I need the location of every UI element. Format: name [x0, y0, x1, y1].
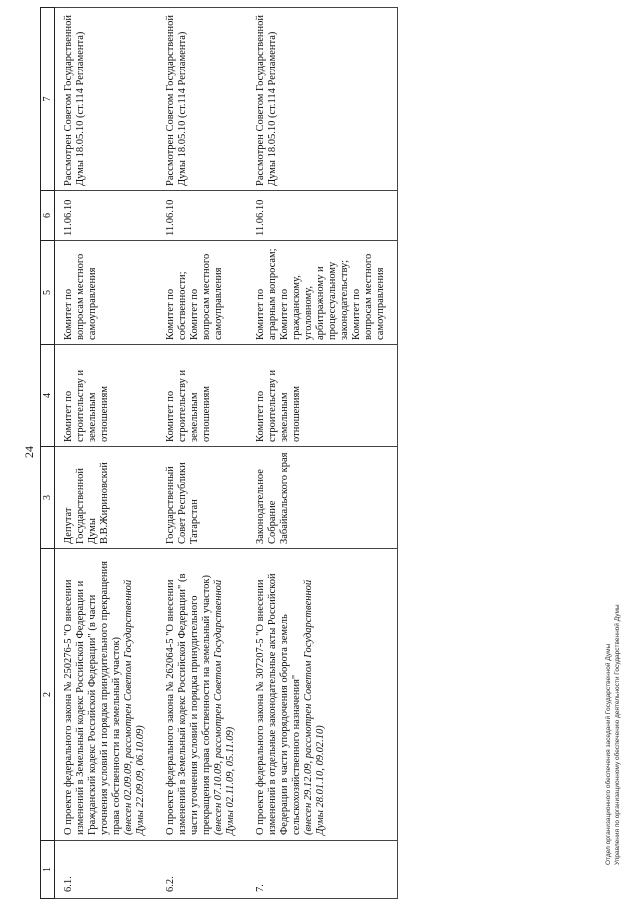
co-executors: Комитет по вопросам местного самоуправления: [55, 241, 158, 345]
column-number-row: [41, 8, 55, 899]
page-footer: [604, 604, 622, 865]
bill-detail: (внесен 29.12.09, рассмотрен Советом Государственной Думы 28.01.10, 09.02.10): [303, 579, 326, 835]
note: Рассмотрен Советом Государственной Думы 18.05.10 (ст.114 Регламента): [247, 8, 398, 191]
bill-title: О проекте федерального закона № 307207-5 "О внесении изменений в отдельные законодательные акты Российской Федерации в части упорядочения оборота земель сельскохозяйственного назначения": [255, 573, 302, 835]
bills-table: [40, 7, 398, 899]
table-row: [247, 8, 398, 899]
deadline-date: 11.06.10: [157, 191, 247, 241]
bill-title: О проекте федерального закона № 262064-5 "О внесении изменений в Земельный кодекс Российской Федерации" (в части уточнения условий и порядка принудительного прекращения права собственности на земельный участок): [165, 573, 212, 835]
co-executors: Комитет по собственности; Комитет по вопросам местного самоуправления: [157, 241, 247, 345]
bill-description: [157, 549, 247, 841]
bill-detail: (внесен 02.09.09, рассмотрен Советом Государственной Думы 22.09.09, 06.10.09): [123, 579, 146, 835]
column-number: 6: [41, 191, 55, 241]
note: Рассмотрен Советом Государственной Думы 18.05.10 (ст.114 Регламента): [157, 8, 247, 191]
footer-line: Отдел организационного обеспечения заседаний Государственной Думы: [605, 643, 612, 865]
item-number: 7.: [247, 841, 398, 899]
bill-description: [55, 549, 158, 841]
column-number: 4: [41, 345, 55, 447]
initiator: Государственный Совет Республики Татарстан: [157, 447, 247, 549]
column-number: 5: [41, 241, 55, 345]
responsible-committee: Комитет по строительству и земельным отношениям: [247, 345, 398, 447]
column-number: 2: [41, 549, 55, 841]
page-number: 24: [22, 446, 36, 458]
bill-description: [247, 549, 398, 841]
table-row: [55, 8, 158, 899]
bill-detail: (внесен 07.10.09, рассмотрен Советом Государственной Думы 02.11.09, 05.11.09): [213, 579, 236, 835]
column-number: 7: [41, 8, 55, 191]
deadline-date: 11.06.10: [55, 191, 158, 241]
initiator: Депутат Государственной Думы В.В.Жириновский: [55, 447, 158, 549]
footer-line: Управления по организационному обеспечению деятельности Государственной Думы: [614, 604, 621, 865]
initiator: Законодательное Собрание Забайкальского края: [247, 447, 398, 549]
column-number: 3: [41, 447, 55, 549]
bill-title: О проекте федерального закона № 250276-5 "О внесении изменений в Земельный кодекс Российской Федерации и Гражданский кодекс Российской Федерации" (в части уточнения условий и порядка принудительного прекращения права собственности на земельный участок): [63, 561, 122, 835]
note: Рассмотрен Советом Государственной Думы 18.05.10 (ст.114 Регламента): [55, 8, 158, 191]
table-row: [157, 8, 247, 899]
responsible-committee: Комитет по строительству и земельным отношениям: [157, 345, 247, 447]
item-number: 6.1.: [55, 841, 158, 899]
co-executors: Комитет по аграрным вопросам; Комитет по гражданскому, уголовному, арбитражному и процессуальному законодательству; Комитет по вопросам местного самоуправления: [247, 241, 398, 345]
responsible-committee: Комитет по строительству и земельным отношениям: [55, 345, 158, 447]
item-number: 6.2.: [157, 841, 247, 899]
deadline-date: 11.06.10: [247, 191, 398, 241]
column-number: 1: [41, 841, 55, 899]
